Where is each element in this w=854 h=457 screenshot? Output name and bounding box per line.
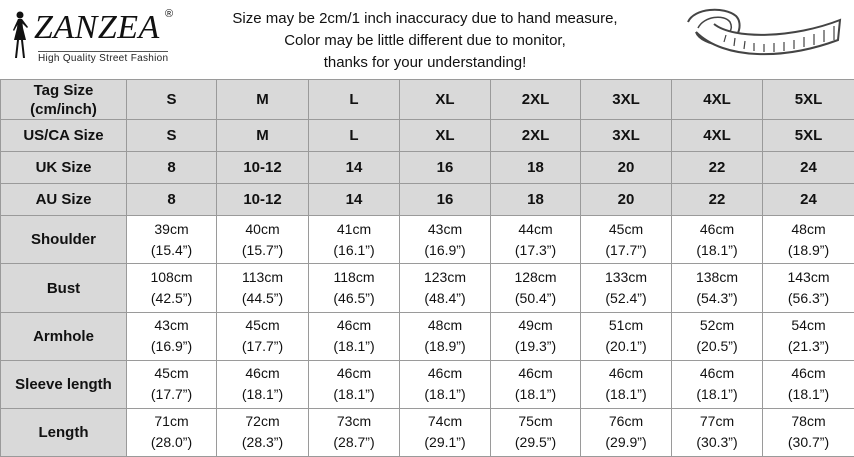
- size-cell: 18: [491, 184, 581, 216]
- size-cell: 14: [309, 152, 400, 184]
- size-cell: 20: [581, 184, 672, 216]
- measurement-cell: [491, 360, 581, 408]
- cm-value: 128cm: [514, 269, 557, 286]
- inch-value: (29.5”): [514, 434, 557, 451]
- inch-value: (48.4”): [424, 290, 466, 307]
- inch-value: (46.5”): [333, 290, 375, 307]
- cm-value: 123cm: [423, 269, 467, 286]
- inch-value: (18.1”): [787, 386, 830, 403]
- tag-size-cell: 4XL: [672, 80, 763, 120]
- measurement-cell: [309, 312, 400, 360]
- size-chart-table: [0, 79, 854, 457]
- cm-value: 45cm: [154, 365, 189, 382]
- size-cell: 2XL: [491, 120, 581, 152]
- tag-size-header-line2: (cm/inch): [30, 100, 97, 118]
- size-row-label: US/CA Size: [1, 120, 127, 152]
- size-cell: 18: [491, 152, 581, 184]
- size-cell: 14: [309, 184, 400, 216]
- measurement-cell: [763, 264, 854, 312]
- tag-size-header: [1, 80, 127, 120]
- measurement-cell: [217, 360, 309, 408]
- measurement-cell: [581, 264, 672, 312]
- size-cell: 16: [400, 152, 491, 184]
- measurement-cell: [127, 216, 217, 264]
- cm-value: 46cm: [518, 365, 553, 382]
- size-cell: 24: [763, 152, 854, 184]
- inch-value: (50.4”): [514, 290, 557, 307]
- measurement-row: [1, 360, 854, 408]
- measurement-cell: [581, 408, 672, 456]
- measurement-cell: [127, 312, 217, 360]
- inch-value: (20.5”): [696, 338, 738, 355]
- measurement-label: Bust: [1, 264, 127, 312]
- cm-value: 46cm: [699, 220, 735, 237]
- measurement-cell: [491, 216, 581, 264]
- inch-value: (16.1”): [333, 241, 375, 258]
- measurement-notice: [215, 8, 635, 74]
- notice-line-1: Size may be 2cm/1 inch inaccuracy due to hand measure,: [232, 10, 618, 27]
- measurement-label: Sleeve length: [1, 360, 127, 408]
- cm-value: 46cm: [245, 365, 280, 382]
- measurement-cell: [309, 216, 400, 264]
- notice-line-2: Color may be little different due to monitor,: [284, 32, 566, 49]
- measurement-cell: [491, 408, 581, 456]
- inch-value: (15.7”): [241, 241, 284, 258]
- cm-value: 52cm: [699, 317, 735, 334]
- cm-value: 108cm: [150, 269, 193, 286]
- inch-value: (42.5”): [150, 290, 193, 307]
- measurement-cell: [217, 312, 309, 360]
- size-cell: 24: [763, 184, 854, 216]
- inch-value: (28.7”): [333, 434, 375, 451]
- tag-size-cell: M: [217, 80, 309, 120]
- cm-value: 43cm: [154, 317, 189, 334]
- cm-value: 48cm: [791, 220, 826, 237]
- measurement-cell: [672, 360, 763, 408]
- cm-value: 44cm: [518, 220, 553, 237]
- inch-value: (15.4”): [150, 241, 193, 258]
- inch-value: (18.1”): [696, 241, 738, 258]
- tag-size-cell: L: [309, 80, 400, 120]
- tag-size-cell: 2XL: [491, 80, 581, 120]
- cm-value: 76cm: [608, 413, 644, 430]
- tag-size-row: [1, 80, 854, 120]
- cm-value: 73cm: [336, 413, 372, 430]
- cm-value: 54cm: [791, 317, 826, 334]
- measurement-cell: [127, 264, 217, 312]
- inch-value: (28.0”): [150, 434, 193, 451]
- inch-value: (17.7”): [150, 386, 193, 403]
- measurement-cell: [763, 360, 854, 408]
- inch-value: (18.1”): [605, 386, 647, 403]
- size-cell: L: [309, 120, 400, 152]
- size-cell: 8: [127, 152, 217, 184]
- cm-value: 118cm: [333, 269, 375, 286]
- cm-value: 46cm: [791, 365, 826, 382]
- registered-mark: ®: [165, 8, 174, 20]
- measurement-cell: [672, 312, 763, 360]
- inch-value: (18.1”): [241, 386, 284, 403]
- inch-value: (28.3”): [241, 434, 284, 451]
- inch-value: (18.1”): [333, 338, 375, 355]
- tag-size-cell: 3XL: [581, 80, 672, 120]
- brand-logo: [4, 6, 204, 66]
- inch-value: (52.4”): [605, 290, 647, 307]
- size-cell: 16: [400, 184, 491, 216]
- cm-value: 45cm: [608, 220, 644, 237]
- measuring-tape-icon: [684, 2, 844, 72]
- size-row: [1, 152, 854, 184]
- measurement-label: Shoulder: [1, 216, 127, 264]
- cm-value: 72cm: [245, 413, 280, 430]
- cm-value: 49cm: [518, 317, 553, 334]
- measurement-cell: [400, 408, 491, 456]
- measurement-row: [1, 312, 854, 360]
- cm-value: 51cm: [608, 317, 644, 334]
- measurement-row: [1, 264, 854, 312]
- cm-value: 43cm: [427, 220, 463, 237]
- inch-value: (29.9”): [605, 434, 647, 451]
- woman-silhouette-icon: [6, 10, 32, 62]
- size-cell: 20: [581, 152, 672, 184]
- cm-value: 48cm: [427, 317, 463, 334]
- tag-size-cell: XL: [400, 80, 491, 120]
- size-cell: 3XL: [581, 120, 672, 152]
- inch-value: (54.3”): [696, 290, 738, 307]
- cm-value: 74cm: [427, 413, 463, 430]
- inch-value: (44.5”): [241, 290, 284, 307]
- brand-tagline: High Quality Street Fashion: [38, 53, 169, 64]
- size-cell: 5XL: [763, 120, 854, 152]
- measurement-cell: [763, 312, 854, 360]
- tag-size-cell: S: [127, 80, 217, 120]
- measurement-cell: [763, 216, 854, 264]
- notice-line-3: thanks for your understanding!: [323, 54, 527, 71]
- measurement-row: [1, 408, 854, 456]
- inch-value: (18.1”): [333, 386, 375, 403]
- measurement-cell: [400, 216, 491, 264]
- measurement-cell: [400, 360, 491, 408]
- cm-value: 39cm: [154, 220, 189, 237]
- size-cell: 10-12: [217, 184, 309, 216]
- measurement-cell: [127, 408, 217, 456]
- cm-value: 133cm: [604, 269, 648, 286]
- measurement-cell: [400, 312, 491, 360]
- tag-size-cell: 5XL: [763, 80, 854, 120]
- inch-value: (16.9”): [424, 241, 466, 258]
- size-cell: 4XL: [672, 120, 763, 152]
- cm-value: 113cm: [242, 269, 283, 286]
- measurement-cell: [309, 360, 400, 408]
- cm-value: 46cm: [336, 317, 372, 334]
- inch-value: (18.9”): [424, 338, 466, 355]
- cm-value: 40cm: [245, 220, 280, 237]
- measurement-cell: [491, 264, 581, 312]
- size-cell: M: [217, 120, 309, 152]
- inch-value: (17.7”): [605, 241, 647, 258]
- cm-value: 75cm: [518, 413, 553, 430]
- inch-value: (30.7”): [787, 434, 830, 451]
- measurement-cell: [581, 360, 672, 408]
- measurement-cell: [217, 264, 309, 312]
- inch-value: (30.3”): [696, 434, 738, 451]
- size-cell: S: [127, 120, 217, 152]
- measurement-cell: [581, 216, 672, 264]
- inch-value: (18.1”): [514, 386, 557, 403]
- size-cell: 8: [127, 184, 217, 216]
- cm-value: 71cm: [154, 413, 189, 430]
- inch-value: (17.3”): [514, 241, 557, 258]
- size-cell: 10-12: [217, 152, 309, 184]
- measurement-cell: [400, 264, 491, 312]
- inch-value: (29.1”): [424, 434, 466, 451]
- measurement-row: [1, 216, 854, 264]
- inch-value: (18.1”): [424, 386, 466, 403]
- size-row: [1, 184, 854, 216]
- inch-value: (17.7”): [241, 338, 284, 355]
- inch-value: (21.3”): [787, 338, 830, 355]
- measurement-cell: [127, 360, 217, 408]
- measurement-cell: [763, 408, 854, 456]
- inch-value: (56.3”): [787, 290, 830, 307]
- tag-size-header-line1: Tag Size: [33, 81, 94, 99]
- measurement-cell: [217, 408, 309, 456]
- size-cell: 22: [672, 184, 763, 216]
- measurement-cell: [672, 408, 763, 456]
- cm-value: 138cm: [695, 269, 739, 286]
- measurement-cell: [217, 216, 309, 264]
- size-row: [1, 120, 854, 152]
- size-cell: XL: [400, 120, 491, 152]
- measurement-cell: [309, 408, 400, 456]
- measurement-cell: [581, 312, 672, 360]
- header: [0, 0, 854, 79]
- measurement-cell: [672, 264, 763, 312]
- cm-value: 46cm: [427, 365, 463, 382]
- cm-value: 46cm: [336, 365, 372, 382]
- measurement-cell: [672, 216, 763, 264]
- measurement-cell: [491, 312, 581, 360]
- cm-value: 41cm: [336, 220, 372, 237]
- cm-value: 78cm: [791, 413, 826, 430]
- cm-value: 45cm: [245, 317, 280, 334]
- measurement-label: Armhole: [1, 312, 127, 360]
- inch-value: (19.3”): [514, 338, 557, 355]
- size-row-label: UK Size: [1, 152, 127, 184]
- inch-value: (18.9”): [787, 241, 830, 258]
- size-cell: 22: [672, 152, 763, 184]
- brand-name: ZANZEA: [34, 9, 160, 46]
- measurement-cell: [309, 264, 400, 312]
- cm-value: 143cm: [787, 269, 830, 286]
- cm-value: 46cm: [608, 365, 644, 382]
- inch-value: (18.1”): [696, 386, 738, 403]
- cm-value: 46cm: [699, 365, 735, 382]
- size-row-label: AU Size: [1, 184, 127, 216]
- cm-value: 77cm: [699, 413, 735, 430]
- measurement-label: Length: [1, 408, 127, 456]
- inch-value: (20.1”): [605, 338, 647, 355]
- inch-value: (16.9”): [150, 338, 193, 355]
